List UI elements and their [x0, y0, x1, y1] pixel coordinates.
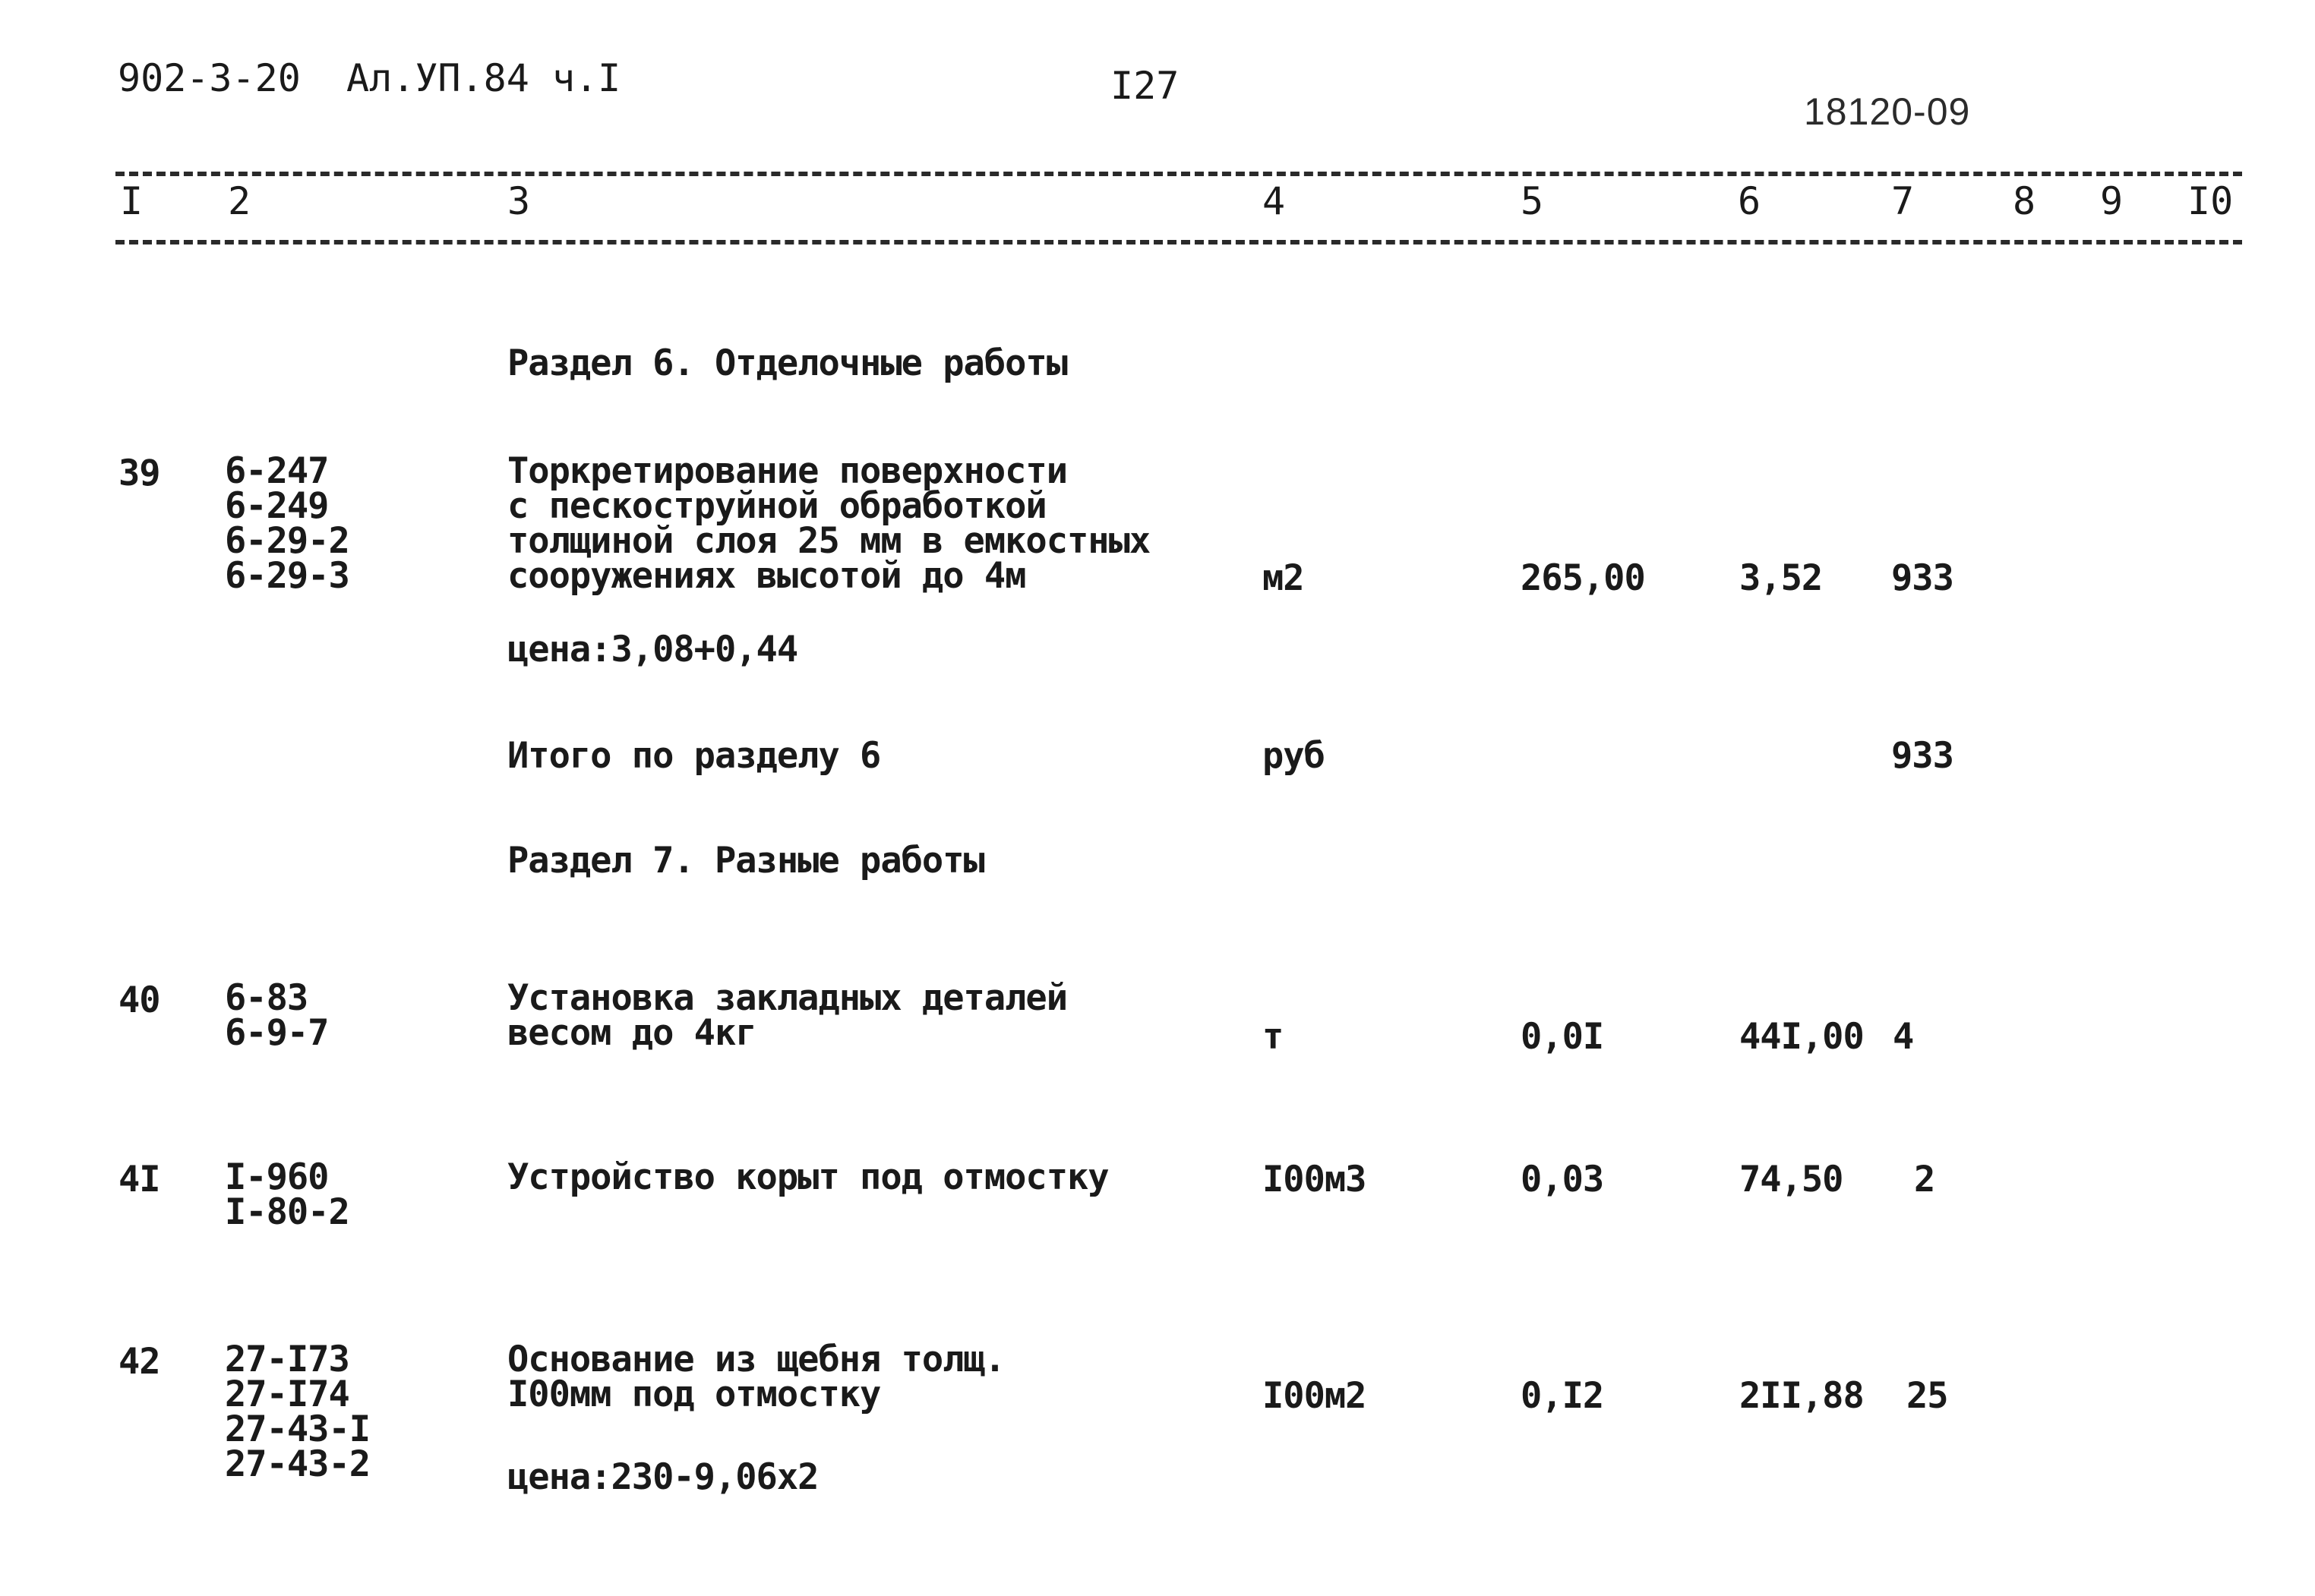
row-42-number: 42: [118, 1341, 160, 1383]
page-number: I27: [1110, 64, 1180, 108]
row-42-code: 27-I73: [225, 1339, 349, 1380]
row-41-unit-price: 74,50: [1739, 1159, 1843, 1200]
row-41-codes: [225, 1156, 349, 1233]
row-39-quantity: 265,00: [1521, 557, 1645, 599]
row-42-unit: I00м2: [1262, 1375, 1366, 1417]
row-42-unit-price: 2II,88: [1739, 1375, 1864, 1417]
section-6-title: Раздел 6. Отделочные работы: [507, 342, 1068, 384]
row-42-code: 27-43-I: [225, 1408, 371, 1450]
column-number-1: I: [120, 179, 144, 223]
row-39-desc-line: Торкретирование поверхности: [507, 450, 1068, 492]
row-41-quantity: 0,03: [1521, 1159, 1604, 1200]
row-41-code: I-960: [225, 1156, 329, 1198]
row-40-code: 6-83: [225, 977, 308, 1019]
row-41-desc-line: Устройство корыт под отмостку: [507, 1156, 1109, 1198]
row-39-code: 6-247: [225, 450, 329, 492]
row-39-desc-line: сооружениях высотой до 4м: [507, 555, 1026, 597]
row-41-total: 2: [1914, 1159, 1935, 1200]
column-number-9: 9: [2100, 179, 2124, 223]
row-41-unit: I00м3: [1262, 1159, 1366, 1200]
row-39-price-note: цена:3,08+0,44: [507, 629, 798, 670]
row-40-description: [507, 977, 1068, 1054]
row-39-unit-price: 3,52: [1739, 557, 1823, 599]
row-40-total: 4: [1893, 1016, 1914, 1058]
row-42-code: 27-43-2: [225, 1443, 371, 1485]
row-39-code: 6-249: [225, 485, 329, 527]
document-reference: 902-3-20 Ал.УП.84 ч.I: [118, 56, 621, 100]
row-40-quantity: 0,0I: [1521, 1016, 1604, 1058]
row-42-codes: [225, 1339, 371, 1485]
column-number-4: 4: [1262, 179, 1286, 223]
section-6-total-unit: руб: [1262, 735, 1325, 777]
row-39-code: 6-29-3: [225, 555, 349, 597]
row-42-description: [507, 1339, 1006, 1415]
row-39-desc-line: толщиной слоя 25 мм в емкостных: [507, 520, 1151, 562]
column-number-2: 2: [228, 179, 251, 223]
section-7-title: Раздел 7. Разные работы: [507, 840, 984, 882]
column-number-8: 8: [2013, 179, 2036, 223]
row-40-unit-price: 44I,00: [1739, 1016, 1864, 1058]
row-39-desc-line: с пескоструйной обработкой: [507, 485, 1047, 527]
row-42-total: 25: [1906, 1375, 1948, 1417]
row-39-code: 6-29-2: [225, 520, 349, 562]
row-42-desc-line: I00мм под отмостку: [507, 1374, 881, 1415]
row-41-code: I-80-2: [225, 1191, 349, 1233]
column-number-10: I0: [2187, 179, 2234, 223]
section-6-total-value: 933: [1891, 735, 1953, 777]
row-42-code: 27-I74: [225, 1374, 349, 1415]
row-40-desc-line: Установка закладных деталей: [507, 977, 1068, 1019]
row-40-unit: т: [1262, 1016, 1284, 1058]
column-number-3: 3: [507, 179, 531, 223]
row-39-unit: м2: [1262, 557, 1304, 599]
column-number-7: 7: [1891, 179, 1915, 223]
row-40-code: 6-9-7: [225, 1012, 329, 1054]
row-40-codes: [225, 977, 329, 1054]
row-40-number: 40: [118, 979, 160, 1021]
row-39-number: 39: [118, 453, 160, 494]
row-39-description: [507, 450, 1151, 597]
column-number-6: 6: [1738, 179, 1761, 223]
row-39-codes: [225, 450, 349, 597]
header-bottom-rule: [115, 240, 2242, 244]
row-42-price-note: цена:230-9,06х2: [507, 1456, 819, 1498]
row-42-desc-line: Основание из щебня толщ.: [507, 1339, 1006, 1380]
row-42-quantity: 0,I2: [1521, 1375, 1604, 1417]
column-number-5: 5: [1521, 179, 1544, 223]
row-41-number: 4I: [118, 1159, 160, 1200]
row-41-description: [507, 1156, 1109, 1198]
header-top-rule: [115, 172, 2242, 176]
section-6-total-label: Итого по разделу 6: [507, 735, 881, 777]
row-39-total: 933: [1891, 557, 1953, 599]
archive-stamp: 18120-09: [1804, 90, 1971, 133]
row-40-desc-line: весом до 4кг: [507, 1012, 756, 1054]
